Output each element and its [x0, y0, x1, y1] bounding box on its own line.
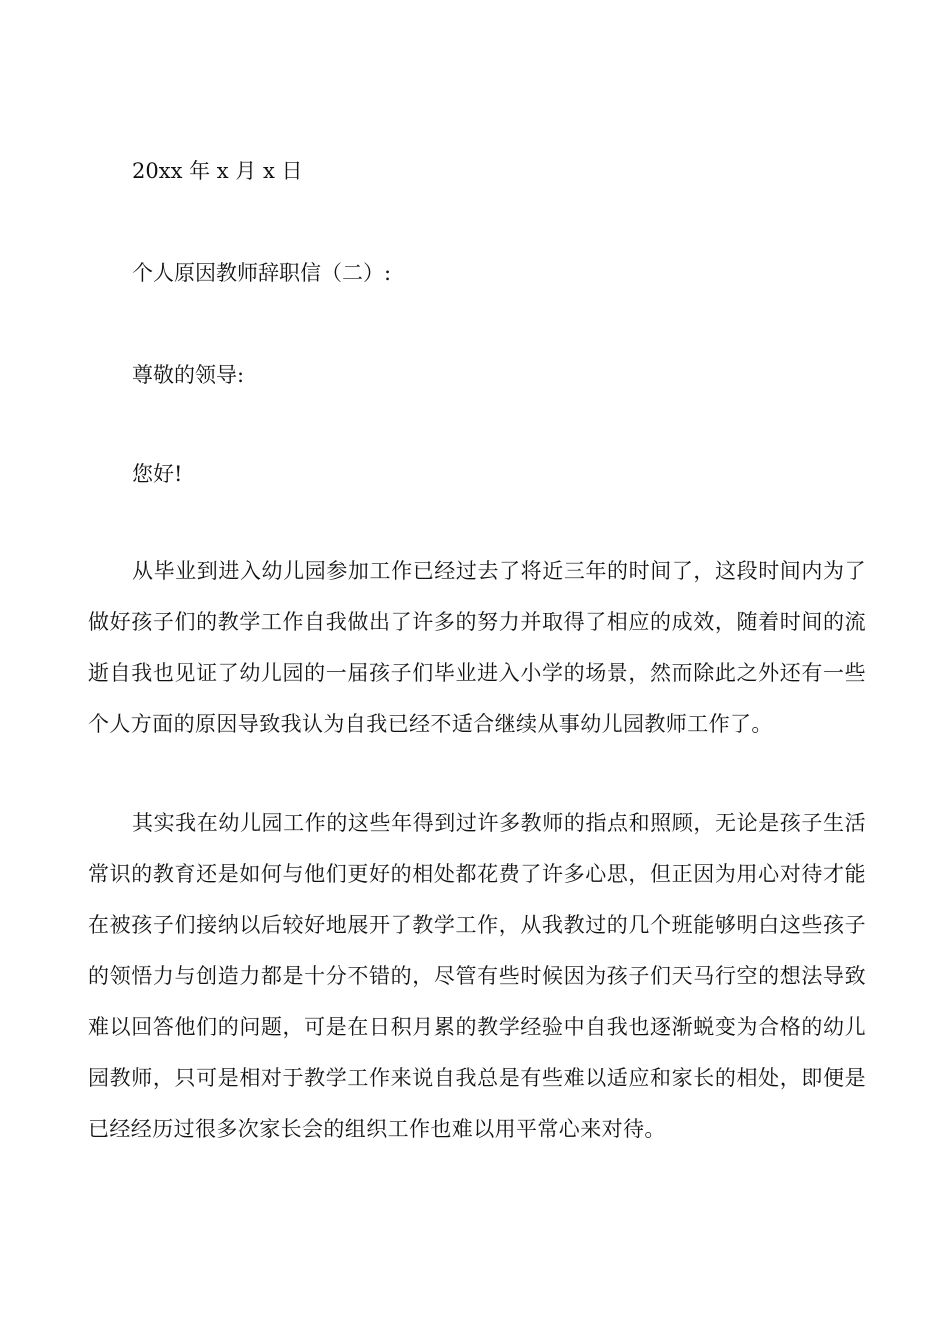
salutation: 尊敬的领导: [132, 363, 245, 387]
body-paragraph-2: 其实我在幼儿园工作的这些年得到过许多教师的指点和照顾，无论是孩子生活常识的教育还是如何与他们更好的相处都花费了许多心思，但正因为用心对待才能在被孩子们接纳以后较好地展开了教学工作，从我教过的几个班能够明白这些孩子的领悟力与创造力都是十分不错的，尽管有些时候因为孩子们天马行空的想法导致难以回答他们的问题，可是在日积月累的教学经验中自我也逐渐蜕变为合格的幼儿园教师，只可是相对于教学工作来说自我总是有些难以适应和家长的相处，即便是已经经历过很多次家长会的组织工作也难以用平常心来对待。 [88, 811, 866, 1141]
greeting: 您好! [132, 462, 183, 486]
letter-heading: 个人原因教师辞职信（二）: [132, 261, 392, 285]
date-line: 20xx 年 x 月 x 日 [132, 159, 303, 183]
body-paragraph-1: 从毕业到进入幼儿园参加工作已经过去了将近三年的时间了，这段时间内为了做好孩子们的教学工作自我做出了许多的努力并取得了相应的成效，随着时间的流逝自我也见证了幼儿园的一届孩子们毕业进入小学的场景，然而除此之外还有一些个人方面的原因导致我认为自我已经不适合继续从事幼儿园教师工作了。 [88, 559, 866, 736]
